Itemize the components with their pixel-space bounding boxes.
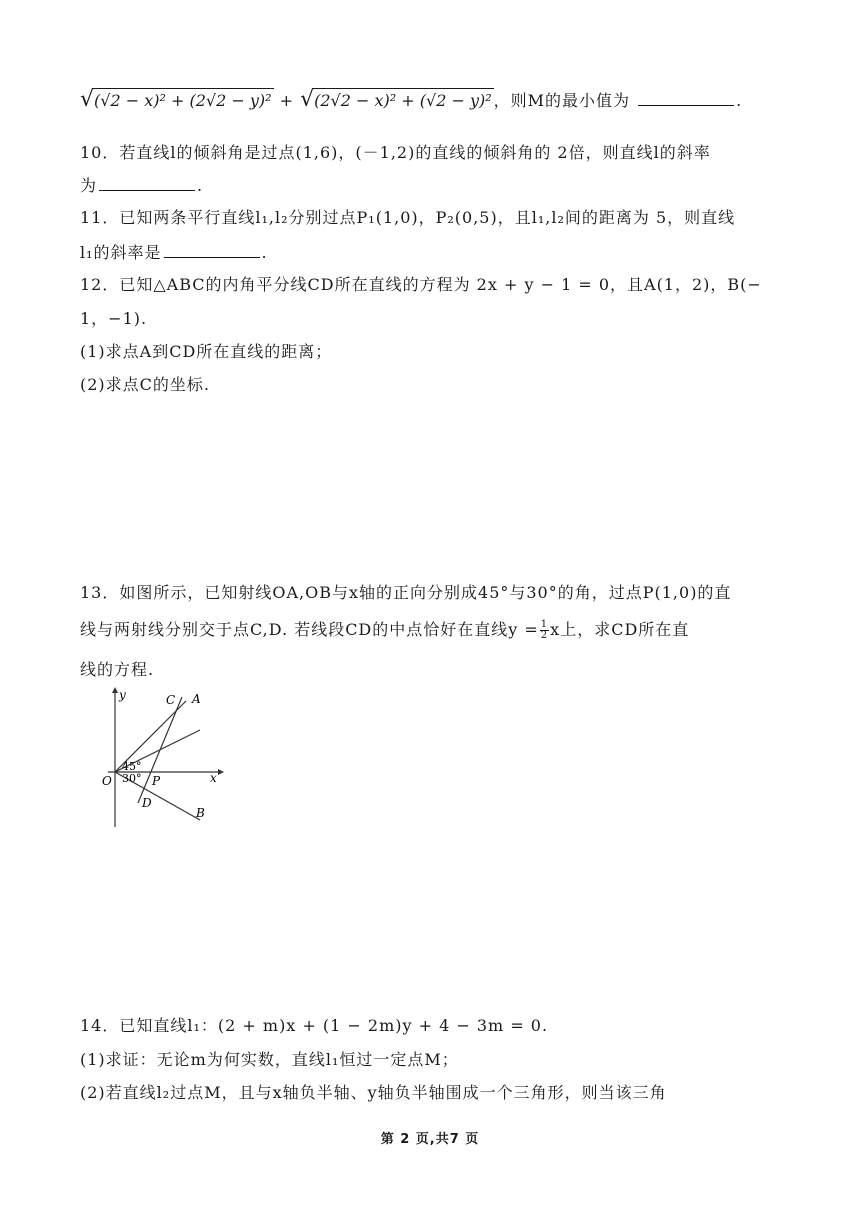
answer-blank-q10[interactable] [99, 176, 195, 191]
q11-line2-post: . [261, 243, 268, 262]
q13-line2 [80, 617, 689, 641]
label-x: x [210, 771, 217, 785]
frac-numerator: 1 [540, 619, 549, 630]
q14-part2: (2)若直线l₂过点M，且与x轴负半轴、y轴负半轴围成一个三角形，则当该三角 [80, 1083, 667, 1102]
q12-part2: (2)求点C的坐标. [80, 375, 210, 394]
q14-part1: (1)求证：无论m为何实数，直线l₁恒过一定点M； [80, 1050, 459, 1069]
q9-end: . [736, 91, 743, 110]
q14-line1: 14．已知直线l₁：(2 + m)x + (1 − 2m)y + 4 − 3m = 0. [80, 1016, 549, 1035]
frac-denominator: 2 [540, 630, 549, 641]
label-O: O [102, 774, 112, 788]
x-axis-arrow [218, 769, 224, 775]
y-axis-arrow [112, 687, 118, 693]
q9-question-text: ，则M的最小值为 [493, 91, 631, 110]
angle-45-label: 45° [122, 760, 142, 773]
q10-line2 [80, 173, 203, 196]
q13-line2-pre: 线与两射线分别交于点C,D. 若线段CD的中点恰好在直线y = [80, 620, 539, 639]
q13-line2-post: x上，求CD所在直 [550, 620, 690, 639]
q13-line3: 线的方程. [80, 660, 155, 679]
q12-part1: (1)求点A到CD所在直线的距离； [80, 342, 333, 361]
label-D: D [142, 796, 152, 810]
q12-line2: 1，−1). [80, 309, 148, 328]
geometry-figure [100, 685, 230, 830]
angle-30-label: 30° [122, 772, 142, 785]
page-footer: 第 2 页,共7 页 [380, 1132, 480, 1147]
plus-sign: + [279, 91, 295, 110]
q11-line2 [80, 240, 268, 263]
q9-tail-line [80, 88, 742, 111]
answer-blank-q9[interactable] [638, 91, 734, 106]
label-y: y [119, 688, 126, 702]
sqrt-expression-2: √ (2√2 − x)² + (√2 − y)² [300, 87, 492, 112]
label-A: A [192, 692, 201, 706]
sqrt-expression-1: √ (√2 − x)² + (2√2 − y)² [80, 87, 272, 112]
fraction-one-half [540, 620, 549, 641]
q10-line2-pre: 为 [80, 176, 98, 195]
label-B: B [196, 806, 205, 820]
q10-line2-post: . [197, 176, 204, 195]
label-P: P [152, 774, 161, 788]
q12-line1: 12．已知△ABC的内角平分线CD所在直线的方程为 2x + y − 1 = 0，且A(1，2)，B(− [80, 275, 762, 294]
q10-line1: 10．若直线l的倾斜角是过点(1,6)，(－1,2)的直线的倾斜角的 2倍，则直线l的斜率 [80, 143, 711, 162]
q11-line2-pre: l₁的斜率是 [80, 243, 162, 262]
q11-line1: 11．已知两条平行直线l₁,l₂分别过点P₁(1,0)，P₂(0,5)，且l₁,l₂间的距离为 5，则直线 [80, 208, 736, 227]
answer-blank-q11[interactable] [164, 243, 260, 258]
label-C: C [166, 693, 176, 707]
q13-line1: 13．如图所示，已知射线OA,OB与x轴的正向分别成45°与30°的角，过点P(1,0)的直 [80, 583, 732, 602]
